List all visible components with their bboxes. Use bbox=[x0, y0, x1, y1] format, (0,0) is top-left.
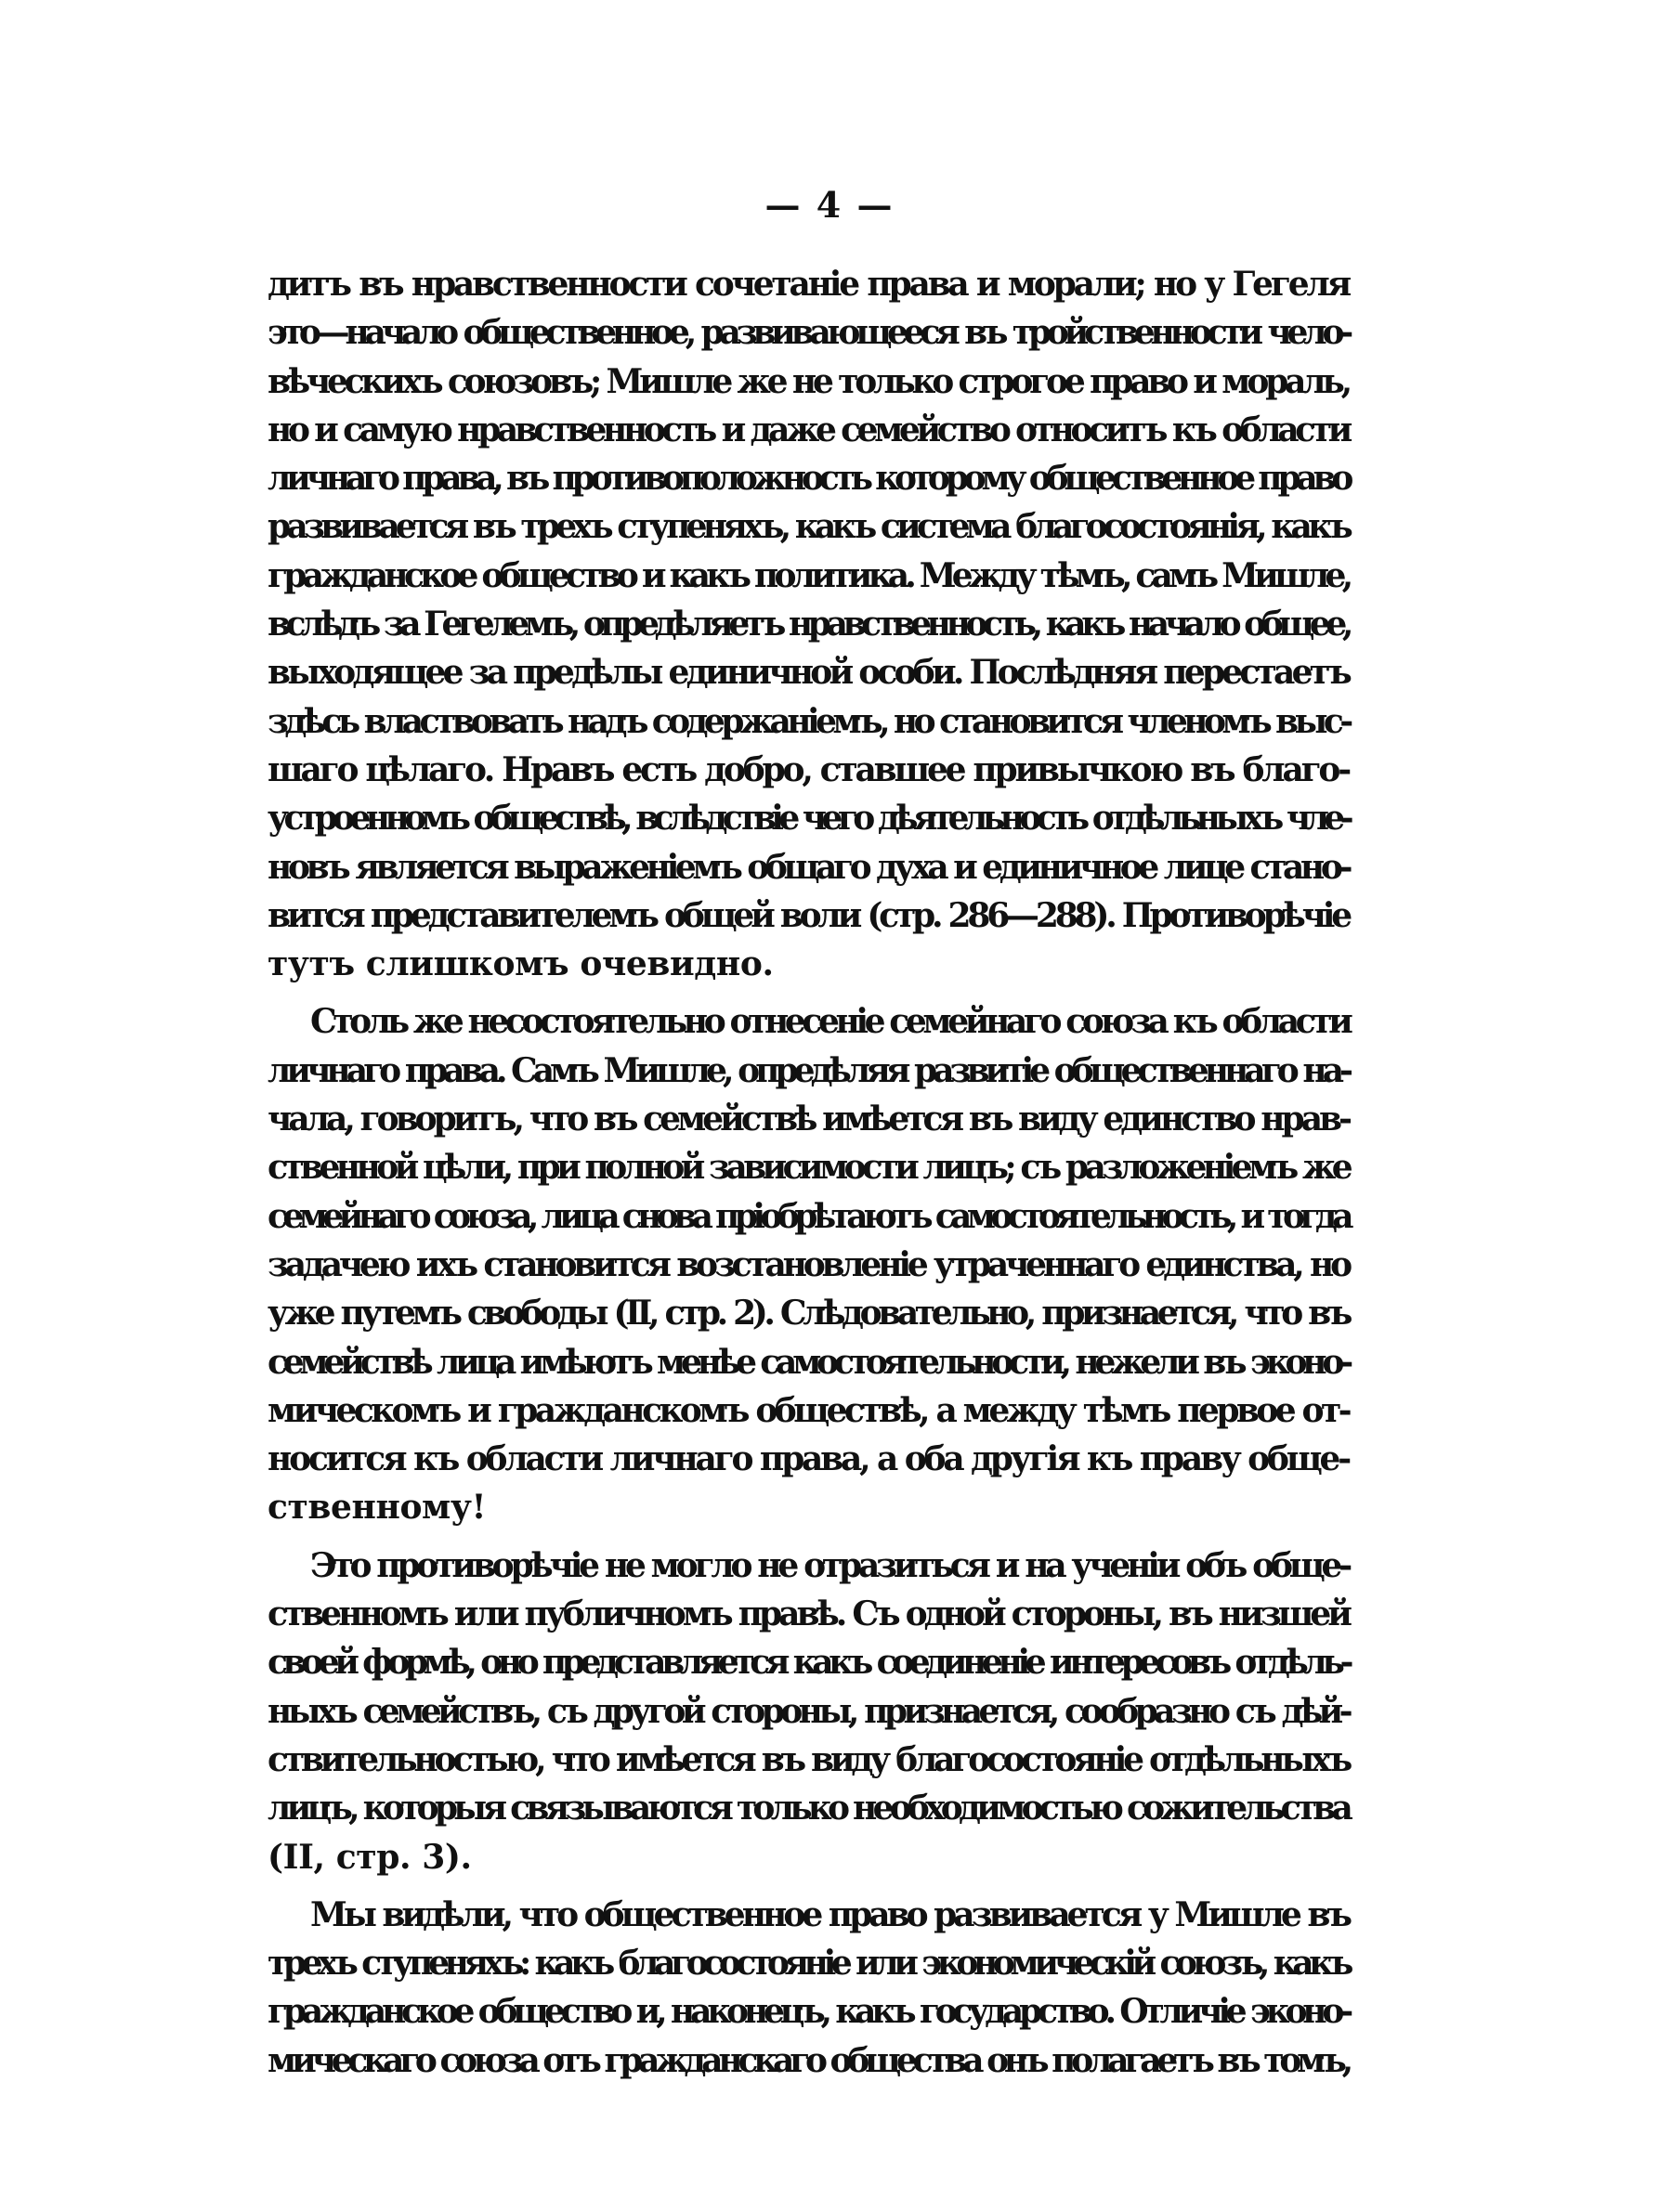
text-line: шаго цѣлаго. Нравъ есть добро, ставшее привычкою въ благо- bbox=[268, 749, 1349, 789]
text-line: чала, говоритъ, что въ семействѣ имѣется въ виду единство нрав- bbox=[268, 1099, 1349, 1139]
text-line: трехъ ступеняхъ: какъ благосостояніе или экономическій союзъ, какъ bbox=[268, 1944, 1349, 1984]
paragraph bbox=[268, 1542, 1349, 1881]
text-line: здѣсь властвовать надъ содержаніемъ, но становится членомъ выс- bbox=[268, 701, 1350, 741]
text-line: вслѣдъ за Гегелемъ, опредѣляетъ нравственность, какъ начало общее, bbox=[268, 605, 1349, 644]
text-line: новъ является выраженіемъ общаго духа и единичное лице стано- bbox=[268, 847, 1349, 887]
text-line: семействѣ лица имѣютъ менѣе самостоятельности, нежели въ эконо- bbox=[268, 1342, 1349, 1382]
text-line: семейнаго союза, лица снова пріобрѣтаютъ самостоятельность, и тогда bbox=[268, 1196, 1349, 1236]
text-line: устроенномъ обществѣ, вслѣдствіе чего дѣятельность отдѣльныхъ чле- bbox=[268, 799, 1349, 839]
text-line: дитъ въ нравственности сочетаніе права и морали; но у Гегеля bbox=[268, 265, 1349, 304]
text-line: но и самую нравственность и даже семейство относитъ къ области bbox=[268, 410, 1349, 449]
text-line: Это противорѣчіе не могло не отразиться и на ученіи объ обще- bbox=[310, 1545, 1349, 1585]
body-text bbox=[268, 260, 1349, 2085]
text-line: уже путемъ свободы (II, стр. 2). Слѣдовательно, признается, что въ bbox=[268, 1294, 1349, 1334]
text-line: личнаго права, въ противоположность которому общественное право bbox=[268, 459, 1350, 499]
text-line: Мы видѣли, что общественное право развивается у Мишле въ bbox=[310, 1894, 1349, 1934]
text-line: (II, стр. 3). bbox=[268, 1837, 472, 1877]
text-line: ственномъ или публичномъ правѣ. Съ одной стороны, въ низшей bbox=[268, 1594, 1349, 1634]
page-number: — 4 — bbox=[764, 184, 895, 226]
text-line: развивается въ трехъ ступеняхъ, какъ система благосостоянія, какъ bbox=[268, 507, 1349, 547]
text-line: носится къ области личнаго права, а оба другія къ праву обще- bbox=[268, 1439, 1349, 1479]
text-line: выходящее за предѣлы единичной особи. Послѣдняя перестаетъ bbox=[268, 653, 1349, 693]
text-line: личнаго права. Самъ Мишле, опредѣляя развитіе общественнаго на- bbox=[268, 1050, 1349, 1090]
text-line: вѣческихъ союзовъ; Мишле же не только строгое право и мораль, bbox=[268, 361, 1349, 401]
text-line: мическаго союза отъ гражданскаго общества онъ полагаетъ въ томъ, bbox=[268, 2040, 1349, 2080]
text-line: ныхъ семействъ, съ другой стороны, признается, сообразно съ дѣй- bbox=[268, 1691, 1349, 1731]
text-line: вится представителемъ общей воли (стр. 286—288). Противорѣчіе bbox=[268, 895, 1349, 935]
text-line: это—начало общественное, развивающееся въ тройственности чело- bbox=[268, 313, 1349, 353]
text-line: тутъ слишкомъ очевидно. bbox=[268, 944, 774, 984]
paragraph-gap bbox=[268, 1532, 1349, 1542]
paragraph bbox=[268, 997, 1349, 1531]
text-line: ственному! bbox=[268, 1488, 486, 1528]
text-line: ственной цѣли, при полной зависимости лицъ; съ разложеніемъ же bbox=[268, 1148, 1349, 1188]
text-line: задачею ихъ становится возстановленіе утраченнаго единства, но bbox=[268, 1244, 1349, 1284]
paragraph bbox=[268, 260, 1349, 988]
text-line: мическомъ и гражданскомъ обществѣ, а между тѣмъ первое от- bbox=[268, 1390, 1349, 1430]
text-line: своей формѣ, оно представляется какъ соединеніе интересовъ отдѣль- bbox=[268, 1643, 1349, 1683]
text-line: гражданское общество и какъ политика. Между тѣмъ, самъ Мишле, bbox=[268, 555, 1350, 595]
paragraph-gap bbox=[268, 988, 1349, 997]
paragraph bbox=[268, 1891, 1349, 2085]
text-line: Столь же несостоятельно отнесеніе семейнаго союза къ области bbox=[310, 1002, 1350, 1042]
text-line: лицъ, которыя связываются только необходимостью сожительства bbox=[268, 1789, 1349, 1828]
text-line: гражданское общество и, наконецъ, какъ государство. Отличіе эконо- bbox=[268, 1992, 1349, 2032]
paragraph-gap bbox=[268, 1881, 1349, 1891]
text-line: ствительностью, что имѣется въ виду благосостояніе отдѣльныхъ bbox=[268, 1739, 1349, 1779]
